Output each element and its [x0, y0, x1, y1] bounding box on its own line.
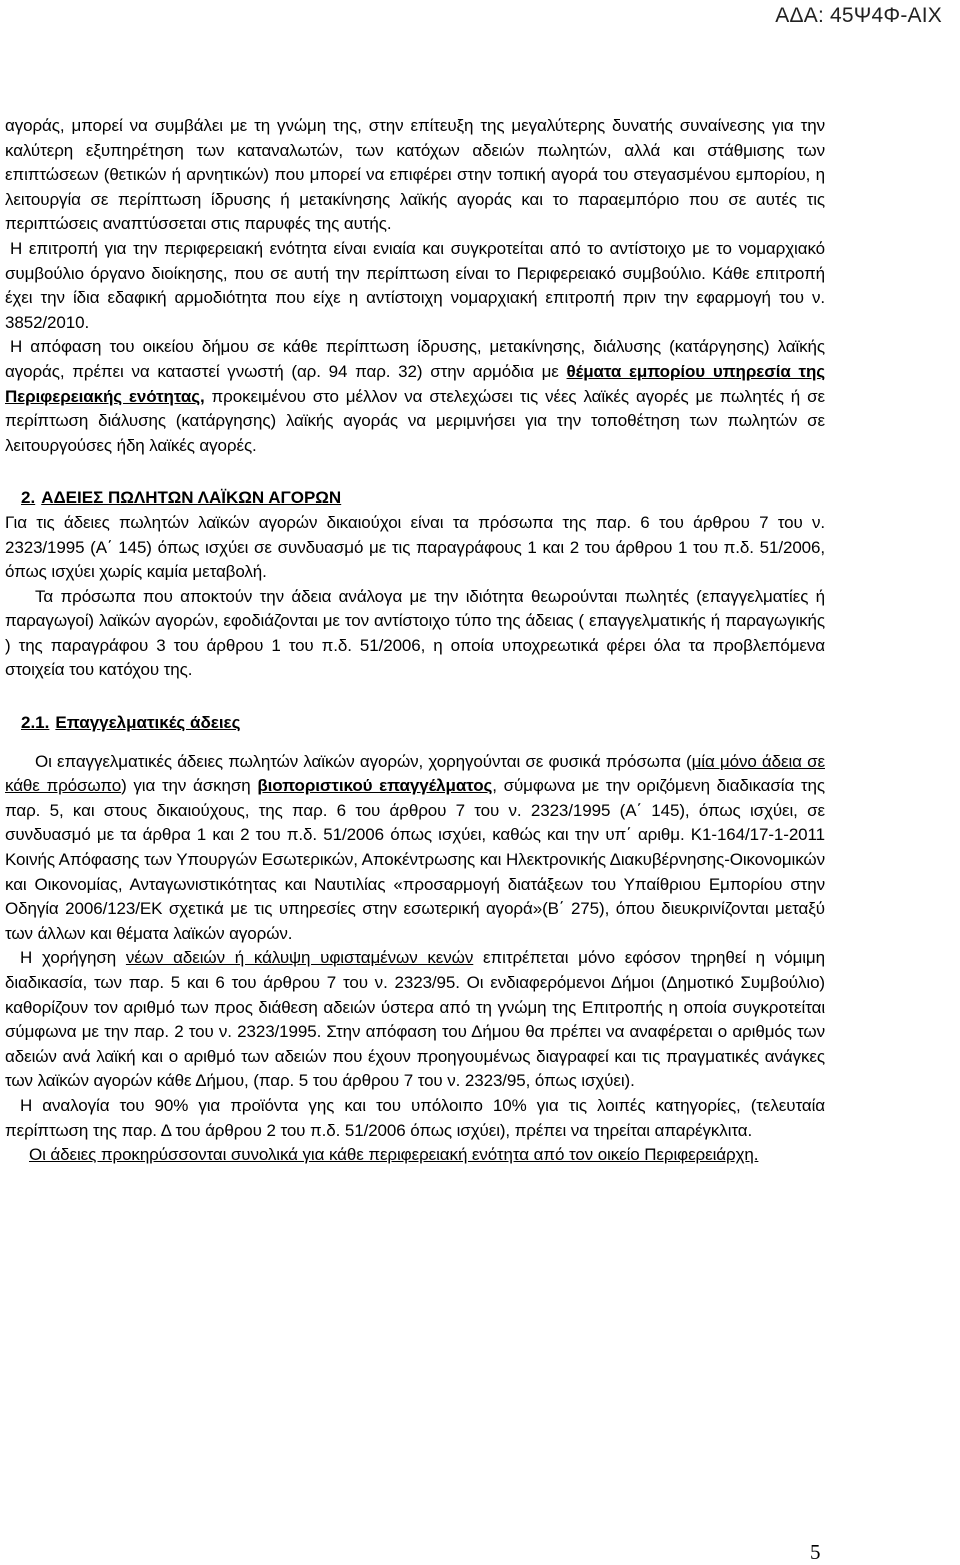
- document-body: [5, 114, 825, 1168]
- section-2-1-paragraph-announcement: Οι άδειες προκηρύσσονται συνολικά για κάθε περιφερειακή ενότητα από τον οικείο Περιφερειάρχη.: [29, 1145, 759, 1165]
- municipal-decision-emphasis: θέματα εμπορίου υπηρεσία της Περιφερειακής ενότητας,: [5, 361, 825, 406]
- section-2-1-paragraph-professional-licenses: [5, 750, 825, 947]
- section-2-1-title: Επαγγελματικές άδειες: [55, 713, 241, 733]
- livelihood-profession: βιοποριστικού επαγγέλματος: [257, 776, 493, 796]
- section-2-heading: [5, 486, 825, 511]
- prof-licenses-text-b: ) για την άσκηση: [121, 776, 258, 796]
- page-number: 5: [810, 1540, 821, 1564]
- one-license-per-person: μία μόνο άδεια σε κάθε πρόσωπο: [5, 751, 825, 796]
- section-2-paragraph-license-types: Τα πρόσωπα που αποκτούν την άδεια ανάλογα με την ιδιότητα θεωρούνται πωλητές (επαγγελματίες ή παραγωγοί) λαϊκών αγορών, εφοδιάζονται με τον αντίστοιχο τύπο της άδειας ( επαγγελματικής ή παραγωγικής ) της παραγράφου 3 του άρθρου 1 του π.δ. 51/2006, η οποία υποχρεωτικά φέρει όλα τα προβλεπόμενα στοιχεία του κατόχου της.: [5, 586, 825, 680]
- municipal-decision-text-a: Η απόφαση του οικείου δήμου σε κάθε περίπτωση ίδρυσης, μετακίνησης, διάλυσης (κατάργησης) λαϊκής αγοράς, πρέπει να καταστεί γνωστή (αρ. 94 παρ. 32) στην αρμόδια με: [5, 337, 825, 381]
- new-licenses-emphasis: νέων αδειών ή κάλυψη υφισταμένων κενών: [125, 948, 474, 968]
- section-2-1-heading: [5, 711, 825, 736]
- section-2-paragraph-eligibility: Για τις άδειες πωλητών λαϊκών αγορών δικαιούχοι είναι τα πρόσωπα της παρ. 6 του άρθρου 7 του ν. 2323/1995 (Α΄ 145) όπως ισχύει σε συνδυασμό με τις παραγράφους 1 και 2 του άρθρου 1 του π.δ. 51/2006, όπως ισχύει χωρίς καμία μεταβολή.: [5, 512, 825, 582]
- municipal-decision-text-b: προκειμένου στο μέλλον να στελεχώσει τις νέες λαϊκές αγορές με πωλητές ή σε περίπτωση διάλυσης (κατάργησης) λαϊκής αγοράς να μεριμνήσει για την τοποθέτηση των πωλητών σε λειτουργούσες ήδη λαϊκές αγορές.: [5, 386, 825, 455]
- new-licenses-text-a: Η χορήγηση: [20, 948, 126, 968]
- section-2-title: ΑΔΕΙΕΣ ΠΩΛΗΤΩΝ ΛΑΪΚΩΝ ΑΓΟΡΩΝ: [41, 488, 342, 508]
- paragraph-committee-composition: Η επιτροπή για την περιφερειακή ενότητα είναι ενιαία και συγκροτείται από το αντίστοιχο με το νομαρχιακό συμβούλιο όργανο διοίκησης, που σε αυτή την περίπτωση είναι το Περιφερειακό συμβούλιο. Κάθε επιτροπή έχει την ίδια εδαφική αρμοδιότητα που είχε η αντίστοιχη νομαρχιακή επιτροπή πριν την εφαρμογή του ν. 3852/2010.: [5, 238, 825, 332]
- paragraph-committee-opinion: αγοράς, μπορεί να συμβάλει με τη γνώμη της, στην επίτευξη της μεγαλύτερης δυνατής συναίνεσης για την καλύτερη εξυπηρέτηση των καταναλωτών, των κατόχων αδειών πωλητών, αλλά και στάθμισης των επιπτώσεων (θετικών ή αρνητικών) που μπορεί να επιφέρει στην τοπική αγορά του στεγασμένου εμπορίου, η λειτουργία σε περίπτωση ίδρυσης ή μετακίνησης λαϊκής αγοράς και το παραεμπόριο που σε αυτές τις περιπτώσεις αναπτύσσεται στις παρυφές της αυτής.: [5, 116, 825, 234]
- paragraph-municipal-decision: [5, 335, 825, 458]
- ada-code: ΑΔΑ: 45Ψ4Φ-ΑΙΧ: [775, 4, 942, 27]
- section-2-1-paragraph-ratio: Η αναλογία του 90% για προϊόντα γης και του υπόλοιπο 10% για τις λοιπές κατηγορίες, (τελευταία περίπτωση της παρ. Δ του άρθρου 2 του π.δ. 51/2006 όπως ισχύει), πρέπει να τηρείται απαρέγκλιτα.: [5, 1095, 825, 1140]
- section-2-number: 2.: [21, 488, 36, 508]
- prof-licenses-text-a: Οι επαγγελματικές άδειες πωλητών λαϊκών αγορών, χορηγούνται σε φυσικά πρόσωπα (: [35, 751, 692, 771]
- section-2-1-number: 2.1.: [21, 713, 50, 733]
- new-licenses-text-b: επιτρέπεται μόνο εφόσον τηρηθεί η νόμιμη διαδικασία, των παρ. 5 και 6 του άρθρου 7 του ν. 2323/95. Οι ενδιαφερόμενοι Δήμοι (Δημοτικό Συμβούλιο) καθορίζουν τον αριθμό των προς διάθεση αδειών ύστερα από τη γνώμη της Επιτροπής η οποία συγκροτείται σύμφωνα με την παρ. 2 του ν. 2323/1995. Στην απόφαση του Δήμου θα πρέπει να αναφέρεται ο αριθμός των αδειών ανά λαϊκή και ο αριθμό των αδειών που έχουν προηγουμένως διαγραφεί και τις πραγματικές ανάγκες των λαϊκών αγορών κάθε Δήμου, (παρ. 5 του άρθρου 7 του ν. 2323/95, όπως ισχύει).: [5, 948, 825, 1091]
- prof-licenses-text-c: , σύμφωνα με την οριζόμενη διαδικασία της παρ. 5, και στους δικαιούχους, της παρ. 6 του άρθρου 7 του ν. 2323/1995 (Α΄ 145), όπως ισχύει, σε συνδυασμό με τα άρθρα 1 και 2 του π.δ. 51/2006 όπως ισχύει, καθώς και την υπ΄ αριθμ. Κ1-164/17-1-2011 Κοινής Απόφασης των Υπουργών Εσωτερικών, Αποκέντρωσης και Ηλεκτρονικής Διακυβέρνησης-Οικονομικών και Οικονομίας, Ανταγωνιστικότητας και Ναυτιλίας «προσαρμογή διατάξεων του Υπαίθριου Εμπορίου στην Οδηγία 2006/123/ΕΚ σχετικά με τις υπηρεσίες στην εσωτερική αγορά»(Β΄ 275), όπου διευκρινίζονται μεταξύ των άλλων και θέματα λαϊκών αγορών.: [5, 776, 825, 943]
- section-2-1-paragraph-new-licenses: [5, 946, 825, 1094]
